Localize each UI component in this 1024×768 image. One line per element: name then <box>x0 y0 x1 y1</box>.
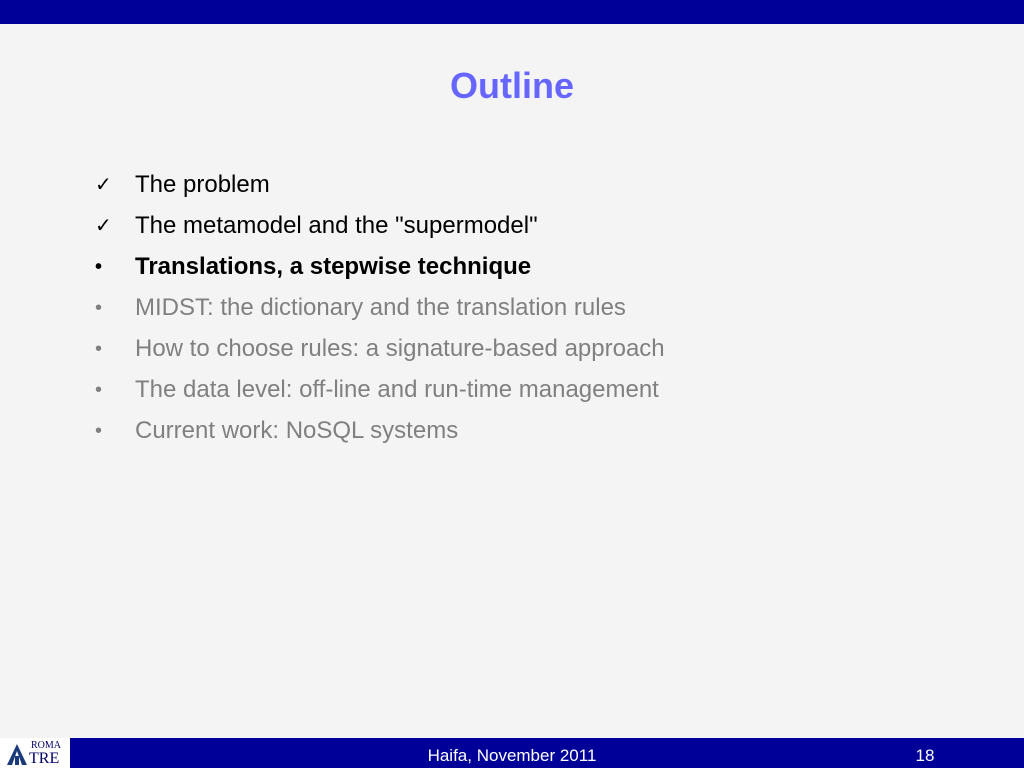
checkmark-icon: ✓ <box>95 215 112 237</box>
outline-item-text: Current work: NoSQL systems <box>135 417 459 444</box>
outline-item-text: How to choose rules: a signature-based approach <box>135 335 665 362</box>
outline-item-text: MIDST: the dictionary and the translation rules <box>135 294 626 321</box>
outline-item-text: The problem <box>135 171 270 198</box>
top-bar <box>0 0 1024 24</box>
footer-text: Haifa, November 2011 <box>427 746 597 765</box>
bullet-icon: • <box>95 338 103 360</box>
outline-item-text: Translations, a stepwise technique <box>135 253 532 280</box>
bullet-icon: • <box>95 379 103 401</box>
outline-item-text: The metamodel and the "supermodel" <box>135 212 538 239</box>
logo-text-tre: TRE <box>29 750 60 767</box>
page-number: 18 <box>915 746 935 765</box>
logo-text-roma: ROMA <box>31 740 62 751</box>
slide-title: Outline <box>450 65 574 106</box>
checkmark-icon: ✓ <box>95 174 112 196</box>
bullet-icon: • <box>95 256 103 278</box>
bullet-icon: • <box>95 420 103 442</box>
bullet-icon: • <box>95 297 103 319</box>
outline-item-text: The data level: off-line and run-time management <box>135 376 659 403</box>
